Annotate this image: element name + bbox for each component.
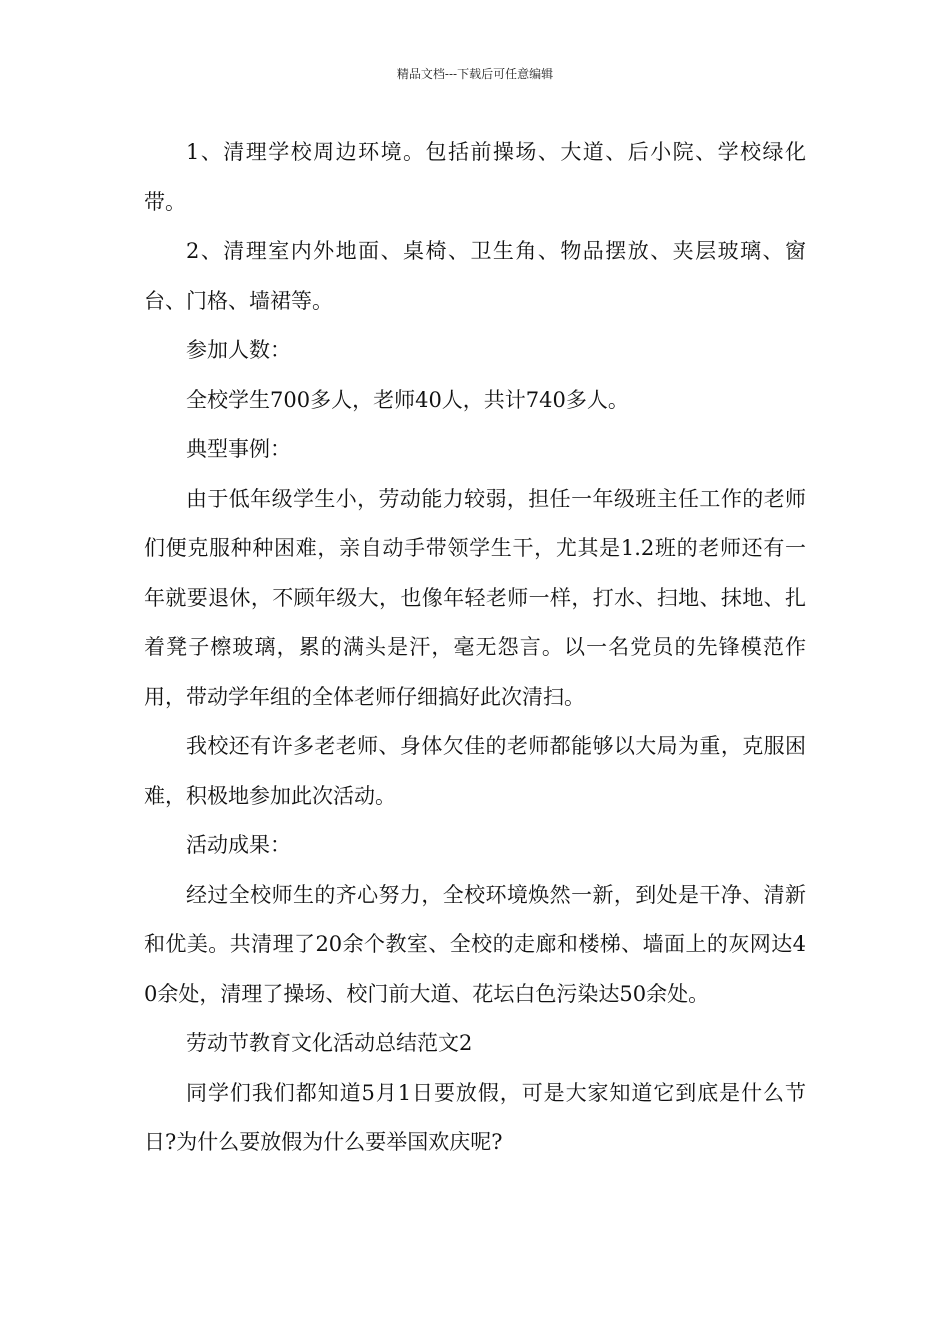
paragraph-typical-case: 由于低年级学生小，劳动能力较弱，担任一年级班主任工作的老师们便克服种种困难，亲自动手带领学生干，尤其是1.2班的老师还有一年就要退休，不顾年级大，也像年轻老师一样，打水、扫地、抹地、扎着凳子檫玻璃，累的满头是汗，毫无怨言。以一名党员的先锋模范作用，带动学年组的全体老师仔细搞好此次清扫。 [144, 486, 806, 709]
paragraph-cleanup-campus: 1、清理学校周边环境。包括前操场、大道、后小院、学校绿化带。 [144, 140, 806, 214]
heading-sample-2: 劳动节教育文化活动总结范文2 [186, 1031, 473, 1055]
paragraph-may-day-intro: 同学们我们都知道5月1日要放假，可是大家知道它到底是什么节日?为什么要放假为什么要举国欢庆呢? [144, 1080, 806, 1154]
heading-participants: 参加人数： [186, 338, 291, 362]
document-body [144, 128, 806, 1168]
heading-results: 活动成果： [186, 833, 291, 857]
paragraph-results: 经过全校师生的齐心努力，全校环境焕然一新，到处是干净、清新和优美。共清理了20余个教室、全校的走廊和楼梯、墙面上的灰网达40余处，清理了操场、校门前大道、花坛白色污染达50余处。 [144, 882, 806, 1006]
paragraph-participant-count: 全校学生700多人，老师40人，共计740多人。 [186, 387, 629, 412]
paragraph-cleanup-indoor: 2、清理室内外地面、桌椅、卫生角、物品摆放、夹层玻璃、窗台、门格、墙裙等。 [144, 239, 806, 313]
heading-typical-cases: 典型事例： [186, 437, 291, 461]
page-header: 精品文档---下载后可任意编辑 [396, 67, 554, 81]
paragraph-older-teachers: 我校还有许多老老师、身体欠佳的老师都能够以大局为重，克服困难，积极地参加此次活动。 [144, 734, 806, 808]
